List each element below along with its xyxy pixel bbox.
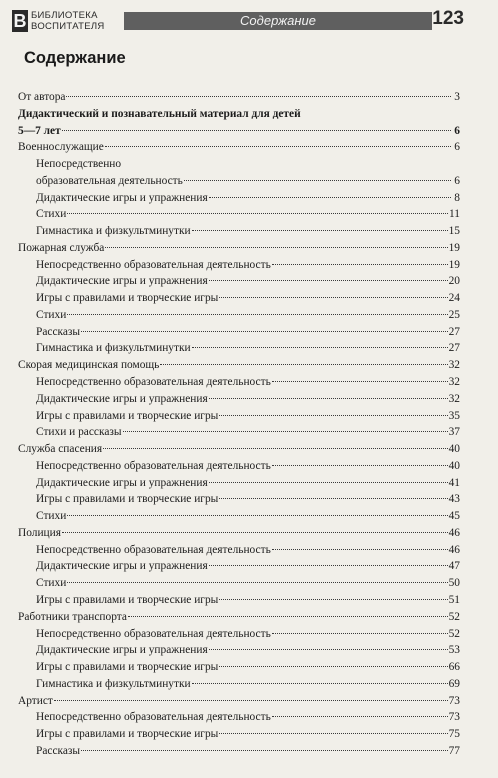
table-of-contents — [18, 89, 460, 760]
toc-entry-label: Полиция — [18, 526, 61, 539]
toc-entry-label: 5—7 лет — [18, 124, 61, 137]
series-name-line2: ВОСПИТАТЕЛЯ — [31, 21, 105, 32]
toc-entry-label: Стихи — [36, 510, 67, 523]
toc-leader-dots — [67, 515, 447, 516]
toc-entry-label: Дидактические игры и упражнения — [36, 191, 208, 204]
toc-entry-page: 37 — [448, 426, 460, 439]
toc-entry-page: 46 — [448, 526, 460, 539]
toc-subentry — [18, 743, 460, 760]
toc-leader-dots — [66, 96, 451, 97]
toc-entry-page: 52 — [448, 627, 460, 640]
toc-entry-label: Непосредственно образовательная деятельность — [36, 258, 271, 271]
toc-leader-dots — [105, 146, 451, 147]
toc-entry-page: 46 — [448, 543, 460, 556]
toc-subentry — [18, 223, 460, 240]
toc-subentry — [18, 424, 460, 441]
toc-subentry — [18, 642, 460, 659]
toc-entry-label: Непосредственно образовательная деятельность — [36, 627, 271, 640]
page-number: 123 — [432, 8, 464, 29]
toc-subentry — [18, 290, 460, 307]
toc-entry-page: 73 — [448, 711, 460, 724]
toc-leader-dots — [103, 448, 447, 449]
toc-subentry — [18, 340, 460, 357]
toc-entry-page: 32 — [448, 392, 460, 405]
toc-leader-dots — [128, 616, 448, 617]
series-name-line1: БИБЛИОТЕКА — [31, 10, 98, 21]
series-logo: В — [13, 11, 27, 31]
toc-entry-page: 52 — [448, 610, 460, 623]
toc-leader-dots — [123, 431, 448, 432]
toc-leader-dots — [67, 582, 447, 583]
toc-entry-page: 27 — [448, 325, 460, 338]
toc-entry-page: 19 — [448, 241, 460, 254]
toc-entry-label: Непосредственно образовательная деятельность — [36, 376, 271, 389]
toc-subentry — [18, 726, 460, 743]
toc-entry-page: 6 — [454, 141, 460, 154]
page-title: Содержание — [24, 49, 126, 67]
toc-entry-label: Дидактические игры и упражнения — [36, 476, 208, 489]
toc-subentry — [18, 374, 460, 391]
toc-entry-page: 45 — [448, 510, 460, 523]
toc-entry-page: 66 — [448, 661, 460, 674]
toc-entry-page: 73 — [448, 694, 460, 707]
toc-entry-page: 11 — [449, 208, 460, 221]
toc-leader-dots — [219, 297, 447, 298]
toc-entry-page: 50 — [448, 577, 460, 590]
toc-entry-label: Дидактические игры и упражнения — [36, 392, 208, 405]
toc-entry-label: Игры с правилами и творческие игры — [36, 593, 219, 606]
toc-entry-label: Дидактический и познавательный материал для детей — [18, 107, 301, 120]
toc-entry-label: Скорая медицинская помощь — [18, 359, 160, 372]
toc-entry-label: Гимнастика и физкультминутки — [36, 225, 191, 238]
toc-leader-dots — [160, 364, 447, 365]
series-name — [31, 10, 127, 32]
toc-leader-dots — [81, 750, 448, 751]
toc-entry-label: Непосредственно образовательная деятельность — [36, 459, 271, 472]
toc-leader-dots — [272, 465, 448, 466]
toc-leader-dots — [209, 649, 448, 650]
toc-leader-dots — [272, 264, 448, 265]
toc-subentry — [18, 257, 460, 274]
toc-leader-dots — [219, 733, 447, 734]
toc-subentry — [18, 408, 460, 425]
toc-leader-dots — [272, 549, 448, 550]
toc-entry-page: 6 — [454, 174, 460, 187]
toc-entry-label: Дидактические игры и упражнения — [36, 644, 208, 657]
toc-entry-page: 20 — [448, 275, 460, 288]
toc-leader-dots — [105, 247, 447, 248]
toc-entry — [18, 441, 460, 458]
toc-entry — [18, 123, 460, 140]
toc-entry-page: 41 — [448, 476, 460, 489]
toc-entry-label: Дидактические игры и упражнения — [36, 275, 208, 288]
toc-leader-dots — [219, 498, 447, 499]
toc-leader-dots — [192, 683, 448, 684]
toc-entry-page: 19 — [448, 258, 460, 271]
toc-entry-label: Игры с правилами и творческие игры — [36, 728, 219, 741]
toc-leader-dots — [209, 197, 451, 198]
toc-entry-page: 77 — [448, 744, 460, 757]
toc-entry-page: 47 — [448, 560, 460, 573]
toc-subentry — [18, 190, 460, 207]
toc-leader-dots — [62, 130, 451, 131]
toc-leader-dots — [184, 180, 451, 181]
toc-entry — [18, 139, 460, 156]
toc-subentry — [18, 391, 460, 408]
toc-leader-dots — [192, 230, 448, 231]
toc-leader-dots — [272, 381, 448, 382]
toc-entry-page: 25 — [448, 308, 460, 321]
toc-subentry — [18, 324, 460, 341]
toc-leader-dots — [192, 347, 448, 348]
page-header — [6, 6, 492, 36]
toc-entry-label: От автора — [18, 91, 66, 103]
toc-entry-page: 43 — [448, 493, 460, 506]
toc-subentry — [18, 676, 460, 693]
toc-subentry — [18, 307, 460, 324]
toc-entry-label: Рассказы — [36, 744, 81, 757]
toc-entry-label: Работники транспорта — [18, 610, 127, 623]
toc-entry-label: Непосредственно образовательная деятельность — [36, 543, 271, 556]
toc-entry — [18, 357, 460, 374]
toc-subentry — [18, 491, 460, 508]
toc-subentry — [18, 626, 460, 643]
toc-entry — [18, 525, 460, 542]
toc-entry-label: Игры с правилами и творческие игры — [36, 661, 219, 674]
toc-subentry — [18, 558, 460, 575]
toc-subentry — [18, 542, 460, 559]
toc-subentry — [18, 508, 460, 525]
toc-entry-label: Служба спасения — [18, 443, 103, 456]
toc-entry-page: 15 — [448, 225, 460, 238]
toc-entry-label: Артист — [18, 694, 53, 707]
toc-subentry — [18, 659, 460, 676]
toc-entry-page: 24 — [448, 292, 460, 305]
toc-entry-label: Игры с правилами и творческие игры — [36, 292, 219, 305]
toc-entry-label: Стихи — [36, 308, 67, 321]
toc-entry-page: 27 — [448, 342, 460, 355]
toc-subentry — [18, 709, 460, 726]
toc-entry — [18, 693, 460, 710]
toc-entry-page: 35 — [448, 409, 460, 422]
toc-subentry — [18, 156, 460, 173]
toc-leader-dots — [54, 700, 448, 701]
toc-entry-label: Стихи — [36, 577, 67, 590]
toc-leader-dots — [219, 599, 447, 600]
toc-entry-label: Игры с правилами и творческие игры — [36, 409, 219, 422]
toc-entry-page: 69 — [448, 677, 460, 690]
toc-entry — [18, 106, 460, 123]
toc-entry-label: Непосредственно образовательная деятельность — [36, 711, 271, 724]
toc-subentry — [18, 206, 460, 223]
toc-entry-label: Военнослужащие — [18, 141, 104, 154]
toc-entry-label: Рассказы — [36, 325, 81, 338]
toc-entry — [18, 89, 460, 106]
toc-entry-label: Гимнастика и физкультминутки — [36, 342, 191, 355]
toc-leader-dots — [67, 314, 447, 315]
toc-entry-label: образовательная деятельность — [36, 174, 183, 187]
toc-entry-label: Пожарная служба — [18, 241, 105, 254]
toc-entry-label: Гимнастика и физкультминутки — [36, 677, 191, 690]
toc-entry-page: 75 — [448, 728, 460, 741]
toc-leader-dots — [219, 666, 447, 667]
toc-entry-label: Стихи и рассказы — [36, 426, 122, 439]
toc-leader-dots — [272, 633, 448, 634]
toc-leader-dots — [209, 482, 448, 483]
running-header-title: Содержание — [124, 12, 432, 30]
toc-entry-page: 8 — [454, 191, 460, 204]
toc-leader-dots — [67, 213, 448, 214]
toc-entry-label: Дидактические игры и упражнения — [36, 560, 208, 573]
toc-entry-page: 40 — [448, 443, 460, 456]
toc-subentry — [18, 475, 460, 492]
toc-leader-dots — [62, 532, 448, 533]
toc-entry-page: 32 — [448, 359, 460, 372]
toc-leader-dots — [219, 415, 447, 416]
toc-subentry — [18, 273, 460, 290]
toc-entry-page: 51 — [448, 593, 460, 606]
toc-entry-page: 3 — [454, 91, 460, 103]
toc-entry — [18, 240, 460, 257]
toc-leader-dots — [209, 280, 448, 281]
toc-leader-dots — [81, 331, 448, 332]
toc-subentry — [18, 575, 460, 592]
toc-entry-page: 53 — [448, 644, 460, 657]
toc-entry-label: Непосредственно — [36, 158, 122, 171]
toc-subentry — [18, 592, 460, 609]
toc-entry-label: Стихи — [36, 208, 67, 221]
toc-entry-label: Игры с правилами и творческие игры — [36, 493, 219, 506]
toc-subentry — [18, 173, 460, 190]
toc-subentry — [18, 458, 460, 475]
toc-entry-page: 40 — [448, 459, 460, 472]
toc-entry-page: 32 — [448, 376, 460, 389]
toc-entry-page: 6 — [454, 124, 460, 137]
toc-entry — [18, 609, 460, 626]
toc-leader-dots — [209, 398, 448, 399]
toc-leader-dots — [209, 565, 448, 566]
toc-leader-dots — [272, 716, 448, 717]
